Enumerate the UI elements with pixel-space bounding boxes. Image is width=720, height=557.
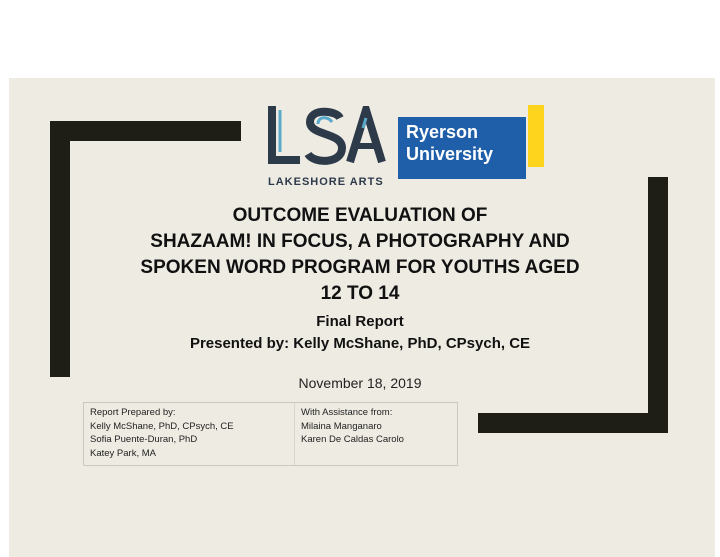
report-type: Final Report xyxy=(316,313,404,330)
credits-name: Milaina Manganaro xyxy=(301,420,382,432)
title-line: 12 TO 14 xyxy=(320,283,400,304)
title-line: SHAZAAM! IN FOCUS, A PHOTOGRAPHY AND xyxy=(150,231,570,252)
title-line: SPOKEN WORD PROGRAM FOR YOUTHS AGED xyxy=(140,257,580,278)
credits-heading: With Assistance from: xyxy=(301,407,393,418)
report-date: November 18, 2019 xyxy=(298,375,422,391)
credits-table xyxy=(83,402,458,466)
ryerson-line-1: Ryerson xyxy=(406,122,479,142)
credits-prepared-by xyxy=(84,403,295,465)
decorative-bracket xyxy=(50,121,70,377)
presenter: Presented by: Kelly McShane, PhD, CPsych, CE xyxy=(189,335,531,352)
lakeshore-arts-logo xyxy=(262,106,390,192)
subtitle xyxy=(100,311,620,355)
credits-name: Kelly McShane, PhD, CPsych, CE xyxy=(90,420,234,432)
credits-name: Katey Park, MA xyxy=(90,447,156,459)
decorative-bracket xyxy=(478,413,668,433)
lakeshore-arts-wordmark: LAKESHORE ARTS xyxy=(268,176,384,188)
ryerson-university-logo xyxy=(398,105,548,180)
credits-heading: Report Prepared by: xyxy=(90,407,176,418)
lsa-letters-icon xyxy=(266,106,386,168)
credits-name: Sofia Puente-Duran, PhD xyxy=(90,434,198,445)
ryerson-yellow-bar xyxy=(528,105,544,167)
decorative-bracket xyxy=(648,177,668,433)
page-title xyxy=(100,203,620,307)
title-line: OUTCOME EVALUATION OF xyxy=(232,205,488,226)
ryerson-wordmark xyxy=(406,121,493,165)
credits-assistance xyxy=(295,403,457,465)
decorative-bracket xyxy=(50,121,241,141)
ryerson-line-2: University xyxy=(406,144,494,164)
credits-name: Karen De Caldas Carolo xyxy=(301,434,404,445)
